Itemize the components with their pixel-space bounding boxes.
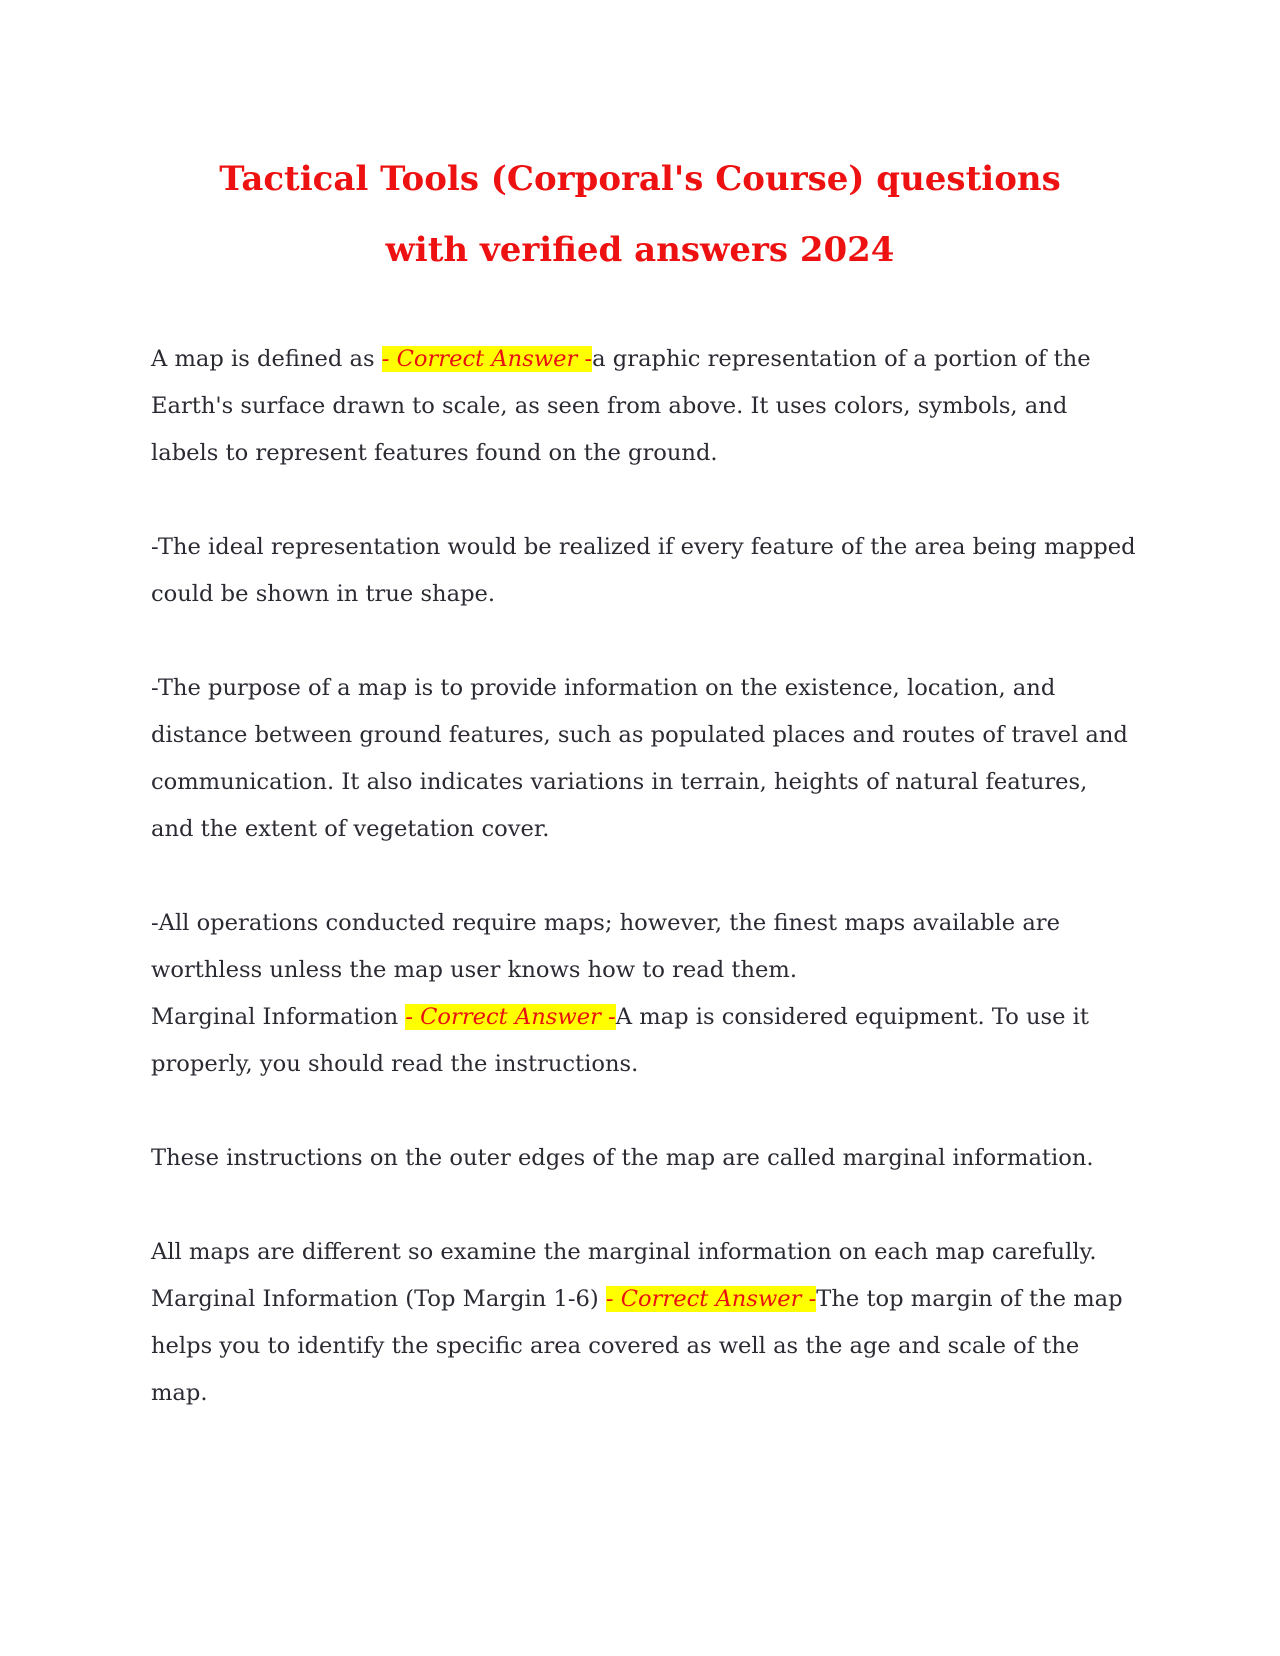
qa-item-top-margin xyxy=(151,1276,1136,1417)
paragraph-gap xyxy=(151,477,1136,524)
answer-paragraph: -The ideal representation would be realized if every feature of the area being mapped could be shown in true shape. xyxy=(151,534,1136,607)
correct-answer-marker: - Correct Answer - xyxy=(605,1286,817,1312)
qa-item-map-definition xyxy=(151,336,1136,477)
document-title xyxy=(120,144,1160,286)
question-text: Marginal Information (Top Margin 1-6) xyxy=(151,1286,606,1312)
answer-paragraph: -All operations conducted require maps; however, the finest maps available are worthless unless the map user knows how to read them. xyxy=(151,910,1060,983)
question-text: Marginal Information xyxy=(151,1004,406,1030)
answer-text: A map is considered equipment. To use it properly, you should read the instructions. xyxy=(151,1004,1089,1077)
answer-paragraph: -The purpose of a map is to provide information on the existence, location, and distance between ground features, such as populated places and routes of travel and communication. It also indicates variations in terrain, heights of natural features, and the extent of vegetation cover. xyxy=(151,675,1128,842)
answer-text: a graphic representation of a portion of the Earth's surface drawn to scale, as seen from above. It uses colors, symbols, and labels to represent features found on the ground. xyxy=(151,346,1091,466)
title-line-1: Tactical Tools (Corporal's Course) questions xyxy=(219,159,1061,199)
answer-paragraph: These instructions on the outer edges of the map are called marginal information. xyxy=(151,1145,1094,1171)
paragraph-gap xyxy=(151,853,1136,900)
document-body xyxy=(151,336,1136,1417)
question-text: A map is defined as xyxy=(151,346,382,372)
answer-paragraph: All maps are different so examine the marginal information on each map carefully. xyxy=(151,1239,1097,1265)
paragraph-gap xyxy=(151,1088,1136,1135)
paragraph-gap xyxy=(151,618,1136,665)
correct-answer-marker: - Correct Answer - xyxy=(405,1004,616,1030)
paragraph-gap xyxy=(151,1182,1136,1229)
correct-answer-marker: - Correct Answer - xyxy=(381,346,593,372)
qa-item-marginal-information xyxy=(151,994,1136,1088)
answer-text: The top margin of the map helps you to identify the specific area covered as well as the age and scale of the map. xyxy=(151,1286,1123,1406)
title-line-2: with verified answers 2024 xyxy=(385,230,895,270)
